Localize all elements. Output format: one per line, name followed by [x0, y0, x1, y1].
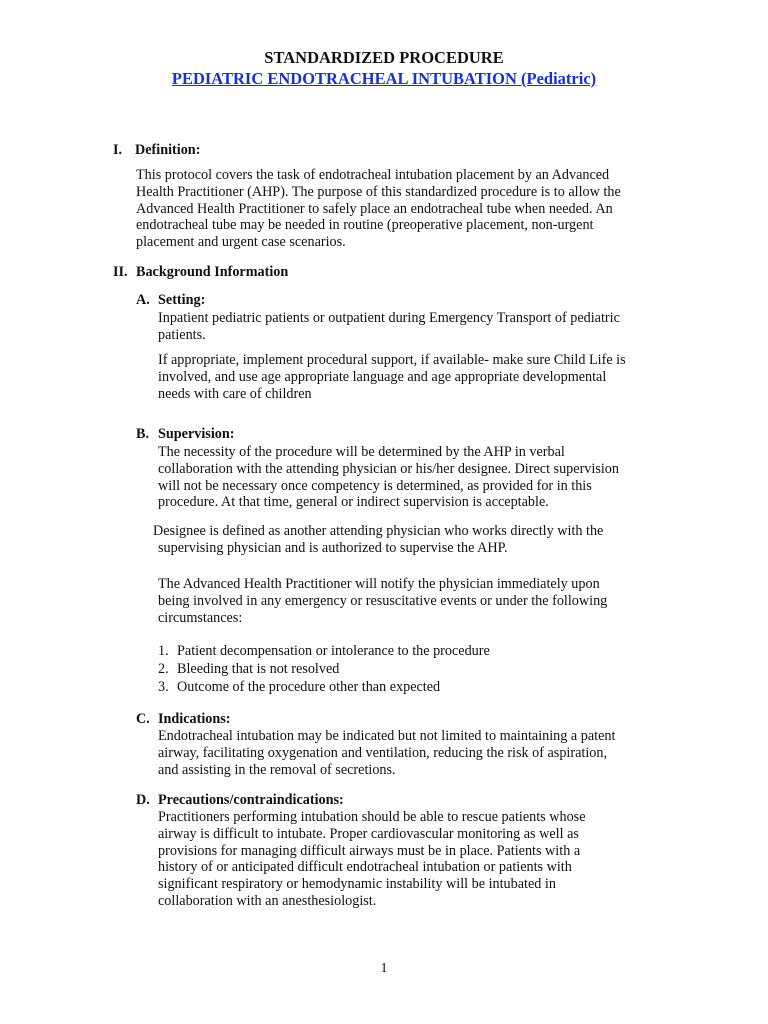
- indications-line: airway, facilitating oxygenation and ventilation, reducing the risk of aspiration,: [158, 744, 608, 761]
- setting-line: Inpatient pediatric patients or outpatient during Emergency Transport of pediatric: [158, 310, 620, 326]
- subsection-c-heading: Indications:: [158, 711, 231, 727]
- section-2-heading: Background Information: [136, 264, 289, 280]
- supervision-paragraph-1: [158, 444, 619, 511]
- subsection-b-letter: B.: [136, 426, 150, 442]
- definition-line: placement and urgent case scenarios.: [136, 234, 346, 251]
- indications-line: Endotracheal intubation may be indicated but not limited to maintaining a patent: [158, 728, 616, 744]
- list-item: [158, 643, 490, 660]
- setting-line: If appropriate, implement procedural support, if available- make sure Child Life is: [158, 352, 626, 368]
- supervision-line: will not be necessary once competency is determined, as provided for in this: [158, 477, 592, 494]
- subsection-d-letter: D.: [136, 792, 150, 808]
- subsection-c-letter: C.: [136, 711, 150, 727]
- supervision-line: supervising physician and is authorized to supervise the AHP.: [158, 539, 508, 556]
- list-item: [158, 679, 441, 696]
- supervision-paragraph-3: [158, 576, 607, 626]
- subsection-a-heading: Setting:: [158, 292, 206, 308]
- definition-line: Health Practitioner (AHP). The purpose of this standardized procedure is to allow the: [136, 183, 621, 200]
- precautions-line: airway is difficult to intubate. Proper cardiovascular monitoring as well as: [158, 825, 579, 842]
- precautions-line: provisions for managing difficult airways must be in place. Patients with a: [158, 842, 581, 859]
- list-item-number: 2.: [158, 661, 169, 677]
- supervision-line: procedure. At that time, general or indirect supervision is acceptable.: [158, 494, 549, 511]
- section-2-number: II.: [113, 264, 128, 280]
- supervision-line: collaboration with the attending physician or his/her designee. Direct supervision: [158, 460, 619, 477]
- indications-paragraph: [158, 728, 615, 778]
- setting-line: patients.: [158, 326, 206, 343]
- subsection-d-heading: Precautions/contraindications:: [158, 792, 344, 808]
- definition-line: This protocol covers the task of endotracheal intubation placement by an Advanced: [136, 167, 610, 183]
- supervision-line: being involved in any emergency or resuscitative events or under the following: [158, 592, 608, 609]
- indications-line: and assisting in the removal of secretions.: [158, 761, 396, 778]
- supervision-line: Designee is defined as another attending physician who works directly with the: [153, 523, 604, 539]
- setting-paragraph-2: [158, 352, 626, 402]
- document-title: STANDARDIZED PROCEDURE: [264, 48, 504, 67]
- list-item-text: Outcome of the procedure other than expected: [177, 679, 441, 695]
- subsection-a-letter: A.: [136, 292, 150, 308]
- supervision-line: The necessity of the procedure will be determined by the AHP in verbal: [158, 444, 565, 460]
- precautions-paragraph: [158, 809, 586, 910]
- section-1-heading: Definition:: [135, 142, 201, 158]
- precautions-line: Practitioners performing intubation should be able to rescue patients whose: [158, 809, 586, 825]
- setting-line: needs with care of children: [158, 385, 312, 402]
- page-number: 1: [380, 961, 388, 976]
- supervision-paragraph-2: [153, 523, 603, 557]
- precautions-line: collaboration with an anesthesiologist.: [158, 892, 377, 909]
- supervision-line: circumstances:: [158, 609, 243, 626]
- definition-line: endotracheal tube may be needed in routine (preoperative placement, non-urgent: [136, 217, 594, 234]
- precautions-line: significant respiratory or hemodynamic instability will be intubated in: [158, 876, 556, 893]
- section-1-number: I.: [113, 142, 123, 158]
- list-item-number: 1.: [158, 643, 169, 659]
- list-item: [158, 661, 340, 678]
- setting-line: involved, and use age appropriate language and age appropriate developmental: [158, 368, 607, 385]
- supervision-line: The Advanced Health Practitioner will notify the physician immediately upon: [158, 576, 600, 592]
- setting-paragraph-1: [158, 310, 620, 344]
- definition-paragraph: [136, 167, 621, 251]
- subsection-b-heading: Supervision:: [158, 426, 235, 442]
- definition-line: Advanced Health Practitioner to safely place an endotracheal tube when needed. An: [136, 200, 613, 217]
- precautions-line: history of or anticipated difficult endotracheal intubation or patients with: [158, 859, 572, 876]
- list-item-text: Bleeding that is not resolved: [177, 661, 340, 677]
- list-item-text: Patient decompensation or intolerance to the procedure: [177, 643, 490, 659]
- list-item-number: 3.: [158, 679, 169, 695]
- document-subtitle-link[interactable]: [0, 69, 768, 89]
- document-subtitle[interactable]: PEDIATRIC ENDOTRACHEAL INTUBATION (Pediatric): [171, 69, 597, 88]
